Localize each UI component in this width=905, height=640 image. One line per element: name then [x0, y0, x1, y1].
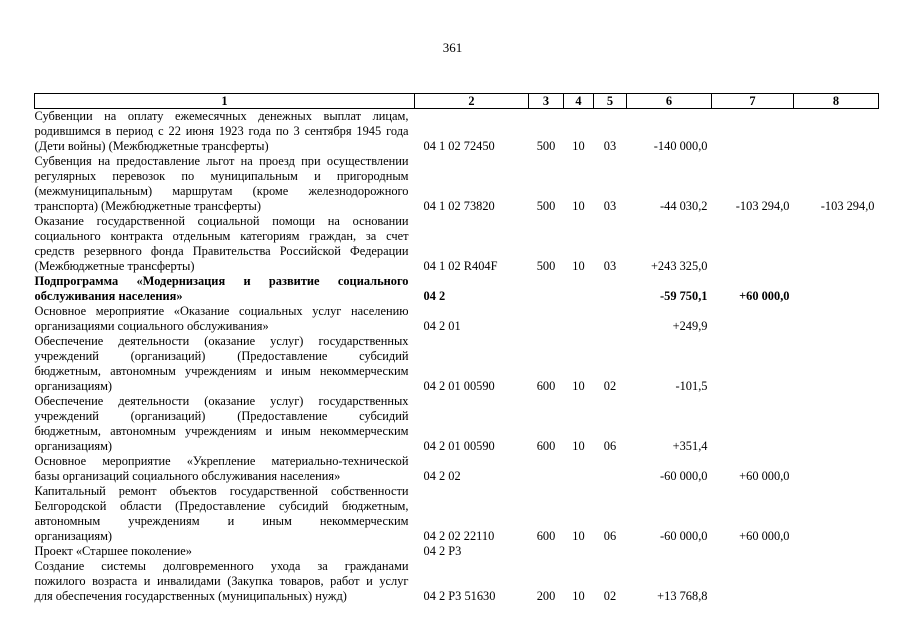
row-name-line: Подпрограмма «Модернизация и развитие социального	[34, 274, 409, 288]
row-name-line: Субвенция на предоставление льгот на проезд при осуществлении	[34, 154, 409, 168]
table-row	[35, 214, 879, 274]
row-col-7	[712, 304, 794, 334]
row-col-6: +351,4	[672, 439, 708, 453]
row-name-line: организациями социального обслуживания»	[34, 319, 269, 333]
header-col-7: 7	[712, 94, 794, 109]
row-name-line: Основное мероприятие «Оказание социальных услуг населению	[34, 304, 409, 318]
row-col-8	[794, 394, 879, 454]
row-col-8	[794, 274, 879, 304]
table-row	[35, 394, 879, 454]
row-col-8	[794, 334, 879, 394]
header-col-5: 5	[594, 94, 627, 109]
header-col-3: 3	[529, 94, 564, 109]
row-col-3: 500	[536, 139, 556, 153]
row-name	[35, 154, 415, 214]
row-col-8	[794, 109, 879, 155]
row-name-line: бюджетным, автономным учреждениям и иным некоммерческим	[34, 424, 409, 438]
row-name	[35, 544, 415, 559]
row-name-line: средств резервного фонда Правительства Российской Федерации	[34, 244, 409, 258]
row-name-line: организациям)	[34, 529, 113, 543]
row-col-6: -140 000,0	[653, 139, 708, 153]
row-col-6: -60 000,0	[660, 529, 708, 543]
row-col-6: +13 768,8	[657, 589, 708, 603]
row-name-line: социального контракта отдельным категориям граждан, за счет	[34, 229, 409, 243]
row-name	[35, 304, 415, 334]
row-name-line: учреждений (организаций) (Предоставление субсидий	[34, 409, 409, 423]
row-name-line: (Дети войны) (Межбюджетные трансферты)	[34, 139, 269, 153]
row-col-4	[564, 544, 594, 559]
row-col-5	[594, 304, 627, 334]
row-col-7	[712, 109, 794, 155]
row-col-6: -60 000,0	[660, 469, 708, 483]
header-col-1: 1	[35, 94, 415, 109]
table-body	[35, 109, 879, 605]
row-col-4: 10	[572, 199, 585, 213]
row-col-5	[594, 454, 627, 484]
row-name	[35, 214, 415, 274]
row-name-line: (Межбюджетные трансферты)	[34, 259, 195, 273]
header-col-2: 2	[415, 94, 529, 109]
row-col-4: 10	[572, 589, 585, 603]
page-number: 361	[442, 40, 463, 55]
row-code: 04 2 P3	[423, 544, 462, 558]
row-name-line: базы организаций социального обслуживания населения»	[34, 469, 341, 483]
table-row	[35, 154, 879, 214]
row-col-5: 06	[603, 529, 617, 543]
row-name-line: Белгородской области (Предоставление субсидий бюджетным,	[34, 499, 409, 513]
row-col-3	[529, 274, 564, 304]
row-name-line: Проект «Старшее поколение»	[34, 544, 192, 558]
row-col-5	[594, 274, 627, 304]
row-code: 04 2 01 00590	[423, 379, 495, 393]
row-name	[35, 484, 415, 544]
row-code: 04 2	[423, 289, 446, 303]
table-row	[35, 454, 879, 484]
row-name	[35, 454, 415, 484]
row-name-line: транспорта) (Межбюджетные трансферты)	[34, 199, 261, 213]
row-code: 04 2 02	[423, 469, 461, 483]
row-col-3: 600	[536, 379, 556, 393]
row-name-line: пожилого возраста и инвалидами (Закупка товаров, работ и услуг	[34, 574, 409, 588]
row-col-7	[712, 544, 794, 559]
row-col-3	[529, 304, 564, 334]
row-col-3: 500	[536, 259, 556, 273]
row-name-line: организациям)	[34, 439, 113, 453]
row-col-8	[794, 544, 879, 559]
row-col-6: -59 750,1	[660, 289, 708, 303]
row-col-8	[794, 214, 879, 274]
row-code: 04 1 02 R404F	[423, 259, 498, 273]
row-col-8	[794, 454, 879, 484]
row-name-line: Создание системы долговременного ухода за гражданами	[34, 559, 409, 573]
table-row	[35, 484, 879, 544]
row-col-3: 600	[536, 529, 556, 543]
header-row	[35, 94, 879, 109]
row-col-6: +243 325,0	[650, 259, 708, 273]
row-name-line: родившимся в период с 22 июня 1923 года по 3 сентября 1945 года	[34, 124, 409, 138]
row-col-5: 06	[603, 439, 617, 453]
row-name-line: Оказание государственной социальной помощи на основании	[34, 214, 409, 228]
row-col-4: 10	[572, 259, 585, 273]
row-col-6: -44 030,2	[660, 199, 708, 213]
row-col-7	[712, 214, 794, 274]
row-col-7: +60 000,0	[739, 469, 790, 483]
row-code: 04 1 02 72450	[423, 139, 495, 153]
row-name-line: автономным учреждениям и иным некоммерческим	[34, 514, 409, 528]
row-col-6	[627, 544, 712, 559]
row-col-3: 500	[536, 199, 556, 213]
row-col-8: -103 294,0	[820, 199, 875, 213]
row-name-line: Капитальный ремонт объектов государственной собственности	[34, 484, 409, 498]
row-col-3	[529, 544, 564, 559]
row-col-4	[564, 304, 594, 334]
row-name-line: учреждений (организаций) (Предоставление субсидий	[34, 349, 409, 363]
row-col-5: 03	[603, 199, 617, 213]
row-col-7	[712, 559, 794, 604]
row-name-line: Основное мероприятие «Укрепление материально-технической	[34, 454, 409, 468]
budget-table	[34, 93, 879, 604]
row-name-line: организациям)	[34, 379, 113, 393]
row-col-4	[564, 454, 594, 484]
row-col-4: 10	[572, 439, 585, 453]
row-code: 04 1 02 73820	[423, 199, 495, 213]
row-code: 04 2 01	[423, 319, 461, 333]
row-col-3: 600	[536, 439, 556, 453]
row-name-line: бюджетным, автономным учреждениям и иным некоммерческим	[34, 364, 409, 378]
row-name-line: Обеспечение деятельности (оказание услуг) государственных	[34, 334, 409, 348]
row-name-line: обслуживания населения»	[34, 289, 183, 303]
row-col-7	[712, 334, 794, 394]
row-code: 04 2 02 22110	[423, 529, 495, 543]
header-col-8: 8	[794, 94, 879, 109]
row-col-7: +60 000,0	[739, 289, 790, 303]
row-name-line: регулярных перевозок по муниципальным и пригородным	[34, 169, 409, 183]
table-row	[35, 544, 879, 559]
row-name	[35, 559, 415, 604]
header-col-6: 6	[627, 94, 712, 109]
row-name	[35, 274, 415, 304]
table-row	[35, 559, 879, 604]
header-col-4: 4	[564, 94, 594, 109]
table-row	[35, 109, 879, 155]
row-code: 04 2 P3 51630	[423, 589, 496, 603]
row-col-4: 10	[572, 529, 585, 543]
table-row	[35, 334, 879, 394]
row-col-6: +249,9	[672, 319, 708, 333]
row-col-8	[794, 484, 879, 544]
row-col-8	[794, 304, 879, 334]
row-col-3	[529, 454, 564, 484]
row-col-7: +60 000,0	[739, 529, 790, 543]
row-col-7	[712, 394, 794, 454]
row-name-line: Субвенции на оплату ежемесячных денежных выплат лицам,	[34, 109, 409, 123]
row-col-8	[794, 559, 879, 604]
row-name	[35, 109, 415, 155]
row-col-6: -101,5	[675, 379, 708, 393]
row-name-line: Обеспечение деятельности (оказание услуг) государственных	[34, 394, 409, 408]
row-col-5: 03	[603, 139, 617, 153]
table-row	[35, 274, 879, 304]
row-col-3: 200	[536, 589, 556, 603]
row-name-line: (межмуниципальным) маршрутам (кроме железнодорожного	[34, 184, 409, 198]
row-code: 04 2 01 00590	[423, 439, 495, 453]
row-col-4: 10	[572, 139, 585, 153]
row-col-4: 10	[572, 379, 585, 393]
row-col-5: 02	[603, 379, 617, 393]
row-col-4	[564, 274, 594, 304]
row-col-5	[594, 544, 627, 559]
row-name	[35, 334, 415, 394]
row-col-5: 02	[603, 589, 617, 603]
row-col-7: -103 294,0	[735, 199, 790, 213]
row-name	[35, 394, 415, 454]
table-row	[35, 304, 879, 334]
row-name-line: для обеспечения государственных (муниципальных) нужд)	[34, 589, 347, 603]
row-col-5: 03	[603, 259, 617, 273]
